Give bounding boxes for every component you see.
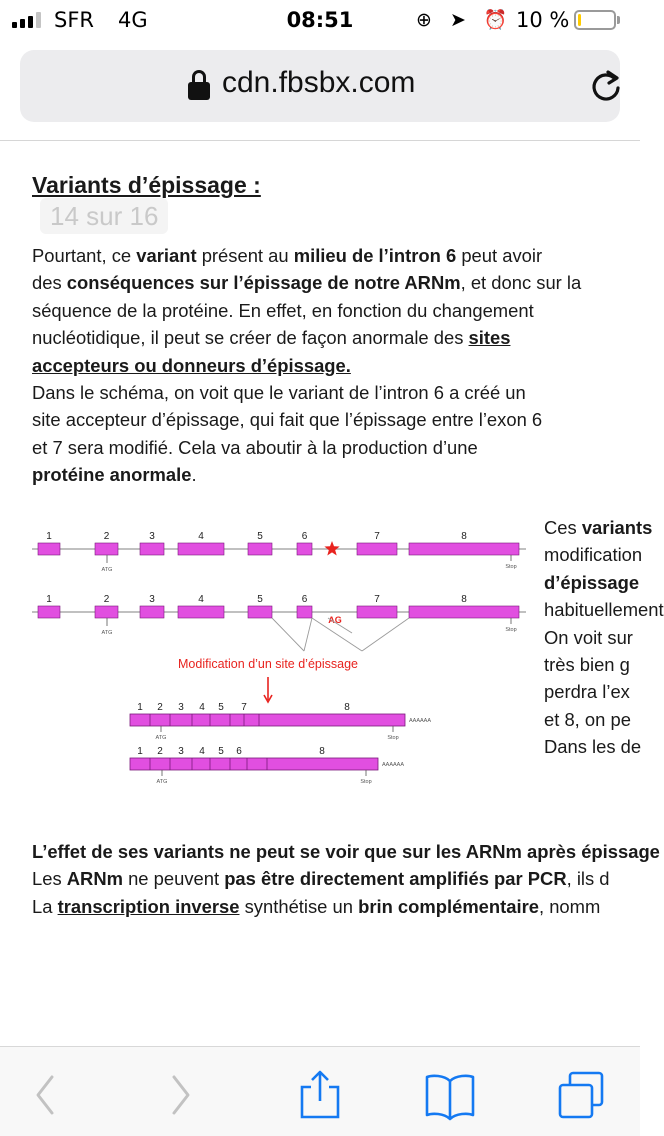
book-icon[interactable] xyxy=(420,1067,480,1123)
chevron-left-icon[interactable] xyxy=(14,1067,74,1123)
status-bar xyxy=(0,0,640,40)
polya-label: AAAAAA xyxy=(409,718,432,724)
exon-box xyxy=(409,606,519,618)
carrier-name: SFR xyxy=(54,8,95,32)
url-text[interactable]: cdn.fbsbx.com xyxy=(222,66,416,99)
exon-number: 5 xyxy=(257,531,263,542)
down-arrow-icon xyxy=(264,677,272,702)
exon-number: 4 xyxy=(198,594,204,605)
exon-number: 8 xyxy=(461,531,467,542)
exon-number: 3 xyxy=(178,702,184,713)
exon-box xyxy=(38,543,60,555)
exon-number: 1 xyxy=(137,746,143,757)
tabs-icon[interactable] xyxy=(552,1067,612,1123)
battery-percent: 10 % xyxy=(516,8,570,32)
page-indicator: 14 sur 16 xyxy=(40,198,168,234)
atg-label: ATG xyxy=(155,735,167,741)
exon-box xyxy=(297,543,312,555)
exon-box xyxy=(409,543,519,555)
network-type: 4G xyxy=(118,8,148,32)
stop-label: Stop xyxy=(505,627,517,633)
chevron-right-icon[interactable] xyxy=(152,1067,212,1123)
bottom-paragraph: L’effet de ses variants ne peut se voir que sur les ARNm après épissage Les ARNm ne peuvent pas être directement amplifiés par PCR, ils d La transcription inverse synthétise un brin complémentaire, nomm xyxy=(32,841,660,917)
exon-box xyxy=(178,543,224,555)
exon-box xyxy=(248,606,272,618)
exon-box xyxy=(248,543,272,555)
splice-line xyxy=(362,618,409,651)
exon-box xyxy=(357,606,397,618)
exon-number: 4 xyxy=(199,702,205,713)
exon-box xyxy=(297,606,312,618)
exon-number: 7 xyxy=(374,531,380,542)
splice-line xyxy=(304,618,312,651)
exon-number: 5 xyxy=(218,746,224,757)
mrna-bar xyxy=(130,714,405,726)
reload-icon[interactable] xyxy=(588,68,624,104)
lock-icon xyxy=(188,70,210,100)
stop-label: Stop xyxy=(387,735,399,741)
exon-number: 3 xyxy=(149,531,155,542)
exon-box xyxy=(140,606,164,618)
address-bar[interactable] xyxy=(20,50,620,122)
ag-label: AG xyxy=(328,615,342,625)
exon-number: 2 xyxy=(157,702,163,713)
browser-toolbar xyxy=(0,1046,640,1136)
exon-box xyxy=(38,606,60,618)
exon-number: 6 xyxy=(301,594,308,605)
exon-number: 8 xyxy=(461,594,467,605)
status-time: 08:51 xyxy=(286,8,354,32)
exon-number: 5 xyxy=(218,702,224,713)
exon-number: 4 xyxy=(199,746,205,757)
atg-label: ATG xyxy=(156,779,168,785)
exon-number: 1 xyxy=(137,702,143,713)
exon-number: 2 xyxy=(103,594,110,605)
exon-number: 8 xyxy=(344,702,350,713)
section-heading: Variants d’épissage : xyxy=(32,172,261,198)
variant-star-icon xyxy=(324,541,339,556)
exon-number: 2 xyxy=(157,746,163,757)
status-icons: ⊕ ➤ ⏰ xyxy=(416,9,514,31)
battery-tip xyxy=(617,16,620,24)
share-icon[interactable] xyxy=(290,1067,350,1123)
exon-number: 8 xyxy=(319,746,325,757)
side-paragraph: Ces variants modification d’épissage habituellement On voit sur très bien g perdra l’ex et 8, on pe Dans les de xyxy=(544,517,664,758)
exon-number: 7 xyxy=(241,702,247,713)
exon-number: 3 xyxy=(149,594,155,605)
exon-number: 4 xyxy=(198,531,204,542)
exon-number: 1 xyxy=(46,531,52,542)
stop-label: Stop xyxy=(505,564,517,570)
polya-label: AAAAAA xyxy=(382,762,405,768)
battery-icon xyxy=(574,10,616,30)
splicing-diagram xyxy=(32,505,544,795)
exon-number: 5 xyxy=(257,594,263,605)
exon-number: 3 xyxy=(178,746,184,757)
body-paragraph: Pourtant, ce variant présent au milieu de l’intron 6 peut avoir des conséquences sur l’épissage de notre ARNm, et donc sur la séquence de la protéine. En effet, en fonction du changement nucléotidique, il peut se créer de façon anormale des sites accepteurs ou donneurs d’épissage. Dans le schéma, on voit que le variant de l’intron 6 a créé un site accepteur d’épissage, qui fait que l’épissage entre l’exon 6 et 7 sera modifié. Cela va aboutir à la production d’une protéine anormale. xyxy=(32,245,582,486)
modification-label: Modification d’un site d’épissage xyxy=(178,657,358,671)
gene-row-variant xyxy=(32,594,526,636)
exon-number: 2 xyxy=(103,531,110,542)
exon-box xyxy=(95,606,118,618)
exon-box xyxy=(140,543,164,555)
mrna-row-variant xyxy=(130,702,431,741)
exon-number: 7 xyxy=(374,594,380,605)
atg-label: ATG xyxy=(101,630,113,636)
mrna-row-normal xyxy=(130,746,404,785)
exon-box xyxy=(357,543,397,555)
toolbar-divider xyxy=(0,140,640,141)
gene-row-normal xyxy=(32,531,526,573)
atg-label: ATG xyxy=(101,567,113,573)
exon-number: 6 xyxy=(301,531,308,542)
exon-box xyxy=(95,543,118,555)
exon-box xyxy=(178,606,224,618)
mrna-bar xyxy=(130,758,378,770)
exon-number: 6 xyxy=(236,746,242,757)
stop-label: Stop xyxy=(360,779,372,785)
splice-line xyxy=(272,618,304,651)
exon-number: 1 xyxy=(46,594,52,605)
